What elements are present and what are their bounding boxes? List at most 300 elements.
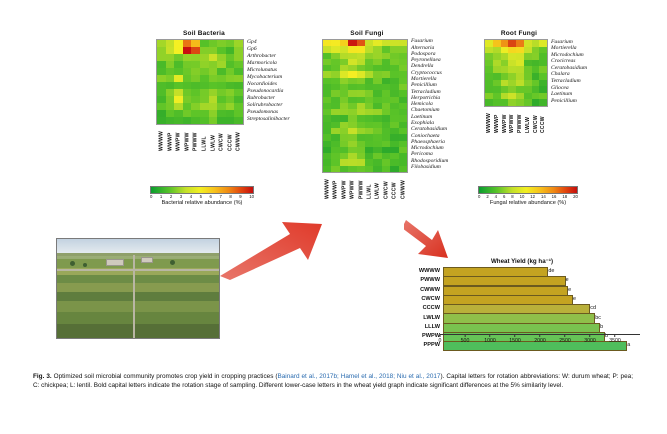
heatmap-cell: [485, 93, 493, 100]
heatmap-cell: [485, 73, 493, 80]
heatmap-cell: [209, 68, 218, 75]
wheat-yield-significance-letter: b: [600, 323, 604, 330]
wheat-yield-significance-letter: e: [568, 286, 572, 293]
heatmap-cell: [501, 53, 509, 60]
legend-tick: 14: [540, 194, 546, 199]
wheat-yield-x-ticks: [440, 335, 640, 344]
legend-tick: 8: [229, 194, 232, 199]
wheat-yield-category-label: PPPW: [423, 342, 440, 349]
heatmap-cell: [209, 89, 218, 96]
heatmap-cell: [217, 82, 226, 89]
panel-title-root-fungi: Root Fungi: [500, 30, 538, 37]
heatmap-cell: [166, 61, 175, 68]
heatmap-cell: [183, 110, 192, 117]
heatmap-cell: [508, 86, 516, 93]
wheat-yield-x-tick: 1000: [484, 338, 496, 344]
heatmap-cell: [501, 60, 509, 67]
heatmap-row-label: Tetracladium: [551, 78, 581, 85]
wheat-yield-significance-letter: a: [627, 342, 631, 349]
heatmap-row-label: Tetracladium: [411, 88, 441, 95]
photo-plot-strip: [57, 283, 219, 293]
heatmap-row-label: Marmoricola: [247, 59, 277, 66]
heatmap-cell: [485, 99, 493, 106]
wheat-yield-x-tick: 3500: [609, 338, 621, 344]
heatmap-row-label: Coniochaeta: [411, 132, 440, 139]
heatmap-cell: [516, 47, 524, 54]
heatmap-cell: [493, 99, 501, 106]
heatmap-cell: [524, 99, 532, 106]
legend-tick: 16: [551, 194, 557, 199]
heatmap-column-label: LWLW: [210, 134, 217, 151]
heatmap-cell: [174, 103, 183, 110]
heatmap-cell: [226, 96, 235, 103]
heatmap-cell: [166, 82, 175, 89]
heatmap-cell: [501, 66, 509, 73]
heatmap-cell: [191, 61, 200, 68]
heatmap-cell: [485, 86, 493, 93]
heatmap-cell: [157, 103, 166, 110]
heatmap-cell: [191, 40, 200, 47]
column-labels-soil-bacteria: [156, 125, 242, 151]
heatmap-cell: [226, 103, 235, 110]
wheat-yield-significance-letter: bc: [595, 314, 601, 321]
heatmap-cell: [532, 66, 540, 73]
heatmap-row-label: Pseudomonas: [247, 108, 279, 115]
wheat-yield-x-tick: 3000: [584, 338, 596, 344]
heatmap-cell: [157, 117, 166, 124]
heatmap-column-label: PWWW: [516, 114, 523, 133]
heatmap-column-label: CCCW: [227, 134, 234, 151]
legend-tick: 3: [179, 194, 183, 199]
wheat-yield-category-label: CWWW: [420, 286, 440, 293]
legend-colorbar-bacteria: [150, 186, 254, 194]
legend-tick: 0: [150, 194, 153, 199]
heatmap-cell: [493, 66, 501, 73]
row-labels-soil-fungi: [411, 39, 448, 171]
heatmap-cell: [166, 89, 175, 96]
heatmap-cell: [524, 60, 532, 67]
heatmap-cell: [508, 73, 516, 80]
wheat-yield-category-label: LLLW: [424, 323, 440, 330]
heatmap-cell: [508, 47, 516, 54]
heatmap-cell: [166, 75, 175, 82]
heatmap-cell: [174, 68, 183, 75]
heatmap-cell: [166, 103, 175, 110]
legend-tick: 2: [169, 194, 173, 199]
heatmap-cell: [234, 117, 243, 124]
legend-ticks-bacteria: [150, 194, 254, 199]
heatmap-row-label: Herpotrichia: [411, 94, 441, 101]
heatmap-cell: [209, 117, 218, 124]
heatmap-row-label: Peyronellaea: [411, 57, 441, 64]
heatmap-cell: [217, 110, 226, 117]
heatmap-column-label: WPWW: [509, 114, 515, 133]
heatmap-cell: [217, 89, 226, 96]
heatmap-cell: [501, 99, 509, 106]
row-labels-root-fungi: [551, 39, 587, 105]
heatmap-column-label: LWLW: [524, 116, 531, 133]
heatmap-column-label: WWPW: [341, 180, 348, 199]
arrow-photo-to-soil-fungi: [216, 218, 328, 280]
heatmap-cell: [217, 68, 226, 75]
heatmap-cell: [200, 40, 209, 47]
photo-road: [57, 269, 219, 271]
heatmap-cell: [532, 47, 540, 54]
wheat-yield-x-tick: 2000: [534, 338, 546, 344]
heatmap-cell: [539, 47, 547, 54]
heatmap-cell: [191, 75, 200, 82]
heatmap-cell: [539, 73, 547, 80]
heatmap-cell: [539, 99, 547, 106]
heatmap-column-label: CCCW: [540, 116, 546, 133]
heatmap-cell: [200, 54, 209, 61]
heatmap-cell: [226, 54, 235, 61]
heatmap-cell: [157, 96, 166, 103]
caption-citations[interactable]: Bainard et al., 2017b; Hamel et al., 2018; Niu et al., 2017: [277, 373, 441, 380]
legend-tick: 6: [209, 194, 212, 199]
heatmap-cell: [183, 40, 192, 47]
panel-title-soil-bacteria: Soil Bacteria: [183, 30, 225, 37]
heatmap-cell: [323, 166, 331, 172]
heatmap-cell: [516, 53, 524, 60]
heatmap-cell: [234, 110, 243, 117]
wheat-yield-significance-letter: b: [605, 333, 609, 340]
heatmap-row-label: Ceratobasidium: [551, 64, 588, 71]
heatmap-cell: [226, 89, 235, 96]
heatmap-cell: [183, 117, 192, 124]
heatmap-column-label: WWWP: [332, 180, 339, 199]
heatmap-cell: [340, 166, 348, 172]
legend-tick: 9: [239, 194, 242, 199]
heatmap-cell: [501, 80, 509, 87]
heatmap-cell: [157, 47, 166, 54]
heatmap-row-label: Phaeosphaeria: [411, 138, 445, 145]
heatmap-cell: [532, 80, 540, 87]
wheat-yield-x-tick: 500: [460, 338, 470, 344]
heatmap-cell: [493, 86, 501, 93]
heatmap-cell: [174, 75, 183, 82]
legend-tick: 7: [219, 194, 222, 199]
wheat-yield-bar-track: [443, 286, 640, 294]
column-labels-root-fungi: [484, 107, 546, 133]
heatmap-cell: [357, 166, 365, 172]
heatmap-column-label: LLWL: [201, 136, 208, 151]
heatmap-cell: [191, 82, 200, 89]
heatmap-row-label: Crocicreas: [551, 58, 576, 65]
heatmap-cell: [200, 68, 209, 75]
photo-tree: [70, 261, 75, 266]
panel-title-soil-fungi: Soil Fungi: [350, 30, 384, 37]
heatmap-cell: [532, 93, 540, 100]
heatmap-row-label: Ceratobasidium: [411, 126, 448, 133]
heatmap-cell: [532, 40, 540, 47]
wheat-yield-bar-row: [404, 304, 640, 312]
heatmap-cell: [217, 61, 226, 68]
wheat-yield-category-label: CWCW: [421, 295, 440, 302]
heatmap-cell: [217, 75, 226, 82]
heatmap-cell: [166, 110, 175, 117]
heatmap-cell: [539, 60, 547, 67]
heatmap-cell: [183, 89, 192, 96]
heatmap-cell: [331, 166, 339, 172]
heatmap-cell: [532, 53, 540, 60]
heatmap-cell: [174, 61, 183, 68]
heatmap-cell: [524, 40, 532, 47]
legend-tick: 20: [573, 194, 578, 199]
heatmap-cell: [209, 110, 218, 117]
heatmap-cell: [191, 47, 200, 54]
heatmap-cell: [539, 80, 547, 87]
heatmap-cell: [174, 117, 183, 124]
heatmap-column-label: WWWW: [324, 178, 331, 199]
heatmap-row-label: Rubrobacter: [247, 94, 276, 101]
heatmap-cell: [532, 60, 540, 67]
photo-horizon: [57, 253, 219, 256]
heatmap-cell: [217, 47, 226, 54]
legend-fungi: [478, 186, 578, 206]
wheat-yield-bar-track: [443, 267, 640, 275]
heatmap-cell: [200, 82, 209, 89]
heatmap-cell: [183, 61, 192, 68]
legend-tick: 12: [530, 194, 536, 199]
heatmap-row-label: Filobasidium: [411, 163, 441, 170]
heatmap-cell: [226, 82, 235, 89]
legend-tick: 10: [519, 194, 525, 199]
wheat-yield-bar-row: [404, 295, 640, 303]
wheat-yield-bar-track: [443, 323, 640, 331]
heatmap-row-label: Microlunatus: [247, 66, 277, 73]
heatmap-row-label: Fusarium: [411, 38, 433, 45]
heatmap-cell: [174, 82, 183, 89]
heatmap-cell: [234, 82, 243, 89]
heatmap-cell: [166, 68, 175, 75]
legend-bacteria: [150, 186, 254, 206]
heatmap-cell: [234, 61, 243, 68]
heatmap-cell: [516, 73, 524, 80]
legend-tick: 4: [189, 194, 193, 199]
wheat-yield-bar-row: [404, 286, 640, 294]
wheat-yield-significance-letter: e: [573, 295, 577, 302]
heatmap-row-label: Exophiala: [411, 120, 434, 126]
heatmap-cell: [516, 86, 524, 93]
heatmap-cell: [532, 73, 540, 80]
heatmap-cell: [209, 61, 218, 68]
heatmap-row-label: Gliocea: [551, 84, 569, 91]
heatmap-cell: [183, 47, 192, 54]
heatmap-cell: [493, 73, 501, 80]
heatmap-cell: [209, 96, 218, 103]
heatmap-cell: [501, 93, 509, 100]
heatmap-cell: [217, 40, 226, 47]
heatmap-column-label: CWWW: [235, 132, 242, 151]
heatmap-cell: [191, 68, 200, 75]
wheat-yield-bar-track: [443, 313, 640, 321]
heatmap-cell: [200, 75, 209, 82]
legend-caption-fungi: Fungal relative abundance (%): [489, 200, 567, 206]
heatmap-cell: [226, 61, 235, 68]
arrow-soil-fungi-to-yield: [404, 218, 450, 262]
heatmap-cell: [493, 60, 501, 67]
heatmap-cell: [399, 166, 407, 172]
heatmap-row-label: Laetinum: [551, 91, 573, 98]
legend-tick: 1: [159, 194, 163, 199]
heatmap-cell: [226, 68, 235, 75]
photo-plot-strip: [57, 275, 219, 283]
wheat-yield-category-label: PWWW: [420, 277, 440, 284]
heatmap-column-label: WWWP: [167, 132, 174, 151]
field-trial-photo: [56, 238, 220, 339]
heatmap-cell: [209, 75, 218, 82]
heatmap-row-label: Fusarium: [551, 38, 573, 45]
heatmap-row-label: Arthrobacter: [247, 52, 277, 59]
wheat-yield-category-label: LWLW: [423, 314, 440, 321]
heatmap-cell: [524, 73, 532, 80]
wheat-yield-bar-row: [404, 313, 640, 321]
heatmap-cell: [226, 47, 235, 54]
legend-tick: 4: [494, 194, 498, 199]
heatmap-cell: [508, 66, 516, 73]
heatmap-cell: [524, 86, 532, 93]
heatmap-row-label: Alternaria: [411, 44, 435, 51]
heatmap-cell: [157, 75, 166, 82]
heatmap-cell: [516, 93, 524, 100]
heatmap-cell: [166, 54, 175, 61]
wheat-yield-category-label: PWPW: [421, 333, 440, 340]
heatmap-cell: [191, 89, 200, 96]
heatmap-column-label: PWWW: [357, 180, 364, 199]
heatmap-cell: [508, 80, 516, 87]
heatmap-cell: [174, 54, 183, 61]
caption-label: Fig. 3.: [33, 373, 52, 380]
heatmap-cell: [365, 166, 373, 172]
legend-tick: 8: [511, 194, 514, 199]
heatmap-cell: [524, 93, 532, 100]
wheat-yield-x-tick: 2500: [559, 338, 571, 344]
heatmap-column-label: LWLW: [374, 182, 381, 199]
heatmap-cell: [226, 110, 235, 117]
heatmap-cell: [493, 53, 501, 60]
wheat-yield-chart: [404, 258, 640, 350]
heatmap-cell: [166, 96, 175, 103]
heatmap-cell: [539, 66, 547, 73]
heatmap-cell: [157, 82, 166, 89]
heatmap-row-label: Chaetomium: [411, 107, 440, 114]
heatmap-cell: [348, 166, 356, 172]
heatmap-cell: [174, 110, 183, 117]
heatmap-row-label: Nocardioides: [247, 80, 277, 87]
wheat-yield-category-label: CCCW: [422, 305, 440, 312]
heatmap-cell: [539, 53, 547, 60]
wheat-yield-bar-row: [404, 323, 640, 331]
heatmap-column-label: CWCW: [383, 181, 390, 199]
panel-soil-fungi: [322, 30, 448, 199]
heatmap-cell: [234, 47, 243, 54]
heatmap-column-label: PWWW: [192, 132, 199, 151]
heatmap-row-label: Microdochium: [411, 145, 444, 152]
heatmap-row-label: Penicillium: [551, 97, 577, 104]
wheat-yield-plot-area: [404, 267, 640, 349]
heatmap-cell: [209, 54, 218, 61]
heatmap-cell: [157, 54, 166, 61]
wheat-yield-title: Wheat Yield (kg ha⁻¹): [490, 258, 554, 265]
heatmap-cell: [157, 110, 166, 117]
heatmap-cell: [191, 103, 200, 110]
heatmap-cell: [183, 75, 192, 82]
heatmap-cell: [532, 86, 540, 93]
heatmap-cell: [524, 66, 532, 73]
heatmap-row-label: Laetinum: [411, 113, 433, 120]
legend-ticks-fungi: [478, 194, 578, 199]
heatmap-cell: [539, 40, 547, 47]
caption-text-part1: Optimized soil microbial community promotes crop yield in cropping practices (: [53, 373, 278, 380]
heatmap-cell: [382, 166, 390, 172]
legend-tick: 5: [199, 194, 202, 199]
heatmap-cell: [157, 61, 166, 68]
heatmap-cell: [493, 47, 501, 54]
heatmap-cell: [174, 89, 183, 96]
heatmap-cell: [508, 99, 516, 106]
heatmap-column-label: WWWW: [158, 130, 165, 151]
wheat-yield-significance-letter: e: [565, 277, 569, 284]
legend-caption-bacteria: Bacterial relative abundance (%): [161, 200, 243, 206]
heatmap-column-label: CCCW: [391, 182, 398, 199]
heatmap-cell: [226, 75, 235, 82]
heatmap-cell: [524, 80, 532, 87]
heatmap-column-label: CWCW: [218, 133, 225, 151]
wheat-yield-category-label: WWWW: [418, 268, 440, 275]
photo-road: [133, 255, 135, 338]
heatmap-cell: [174, 96, 183, 103]
heatmap-row-label: Mycobacterium: [247, 73, 283, 80]
heatmap-cell: [217, 117, 226, 124]
heatmap-cell: [516, 80, 524, 87]
heatmap-cell: [485, 40, 493, 47]
heatmap-row-label: Podospora: [411, 50, 436, 57]
legend-tick: 6: [502, 194, 506, 199]
photo-plot-strip: [57, 292, 219, 301]
heatmap-cell: [200, 96, 209, 103]
heatmap-cell: [209, 103, 218, 110]
heatmap-row-label: Penicillium: [411, 82, 437, 89]
heatmap-column-label: WWWP: [493, 114, 500, 133]
photo-building: [141, 257, 153, 263]
heatmap-cell: [485, 60, 493, 67]
heatmap-cell: [217, 103, 226, 110]
heatmap-column-label: WPWW: [184, 132, 191, 151]
heatmap-cell: [501, 73, 509, 80]
heatmap-cell: [516, 99, 524, 106]
heatmap-cell: [234, 75, 243, 82]
heatmap-cell: [183, 82, 192, 89]
heatmap-cell: [516, 66, 524, 73]
heatmap-cell: [524, 53, 532, 60]
heatmap-cell: [493, 40, 501, 47]
heatmap-cell: [209, 40, 218, 47]
heatmap-cell: [174, 40, 183, 47]
heatmap-row-label: Gp6: [247, 45, 257, 52]
heatmap-cell: [191, 110, 200, 117]
heatmap-cell: [485, 53, 493, 60]
wheat-yield-significance-letter: de: [548, 268, 555, 275]
photo-sky: [57, 239, 219, 254]
heatmap-cell: [508, 40, 516, 47]
heatmap-cell: [200, 89, 209, 96]
heatmap-cell: [157, 40, 166, 47]
photo-plot-strip: [57, 312, 219, 324]
legend-colorbar-fungi: [478, 186, 578, 194]
heatmap-column-label: WWPW: [501, 114, 508, 133]
heatmap-row-label: Gp4: [247, 38, 257, 45]
